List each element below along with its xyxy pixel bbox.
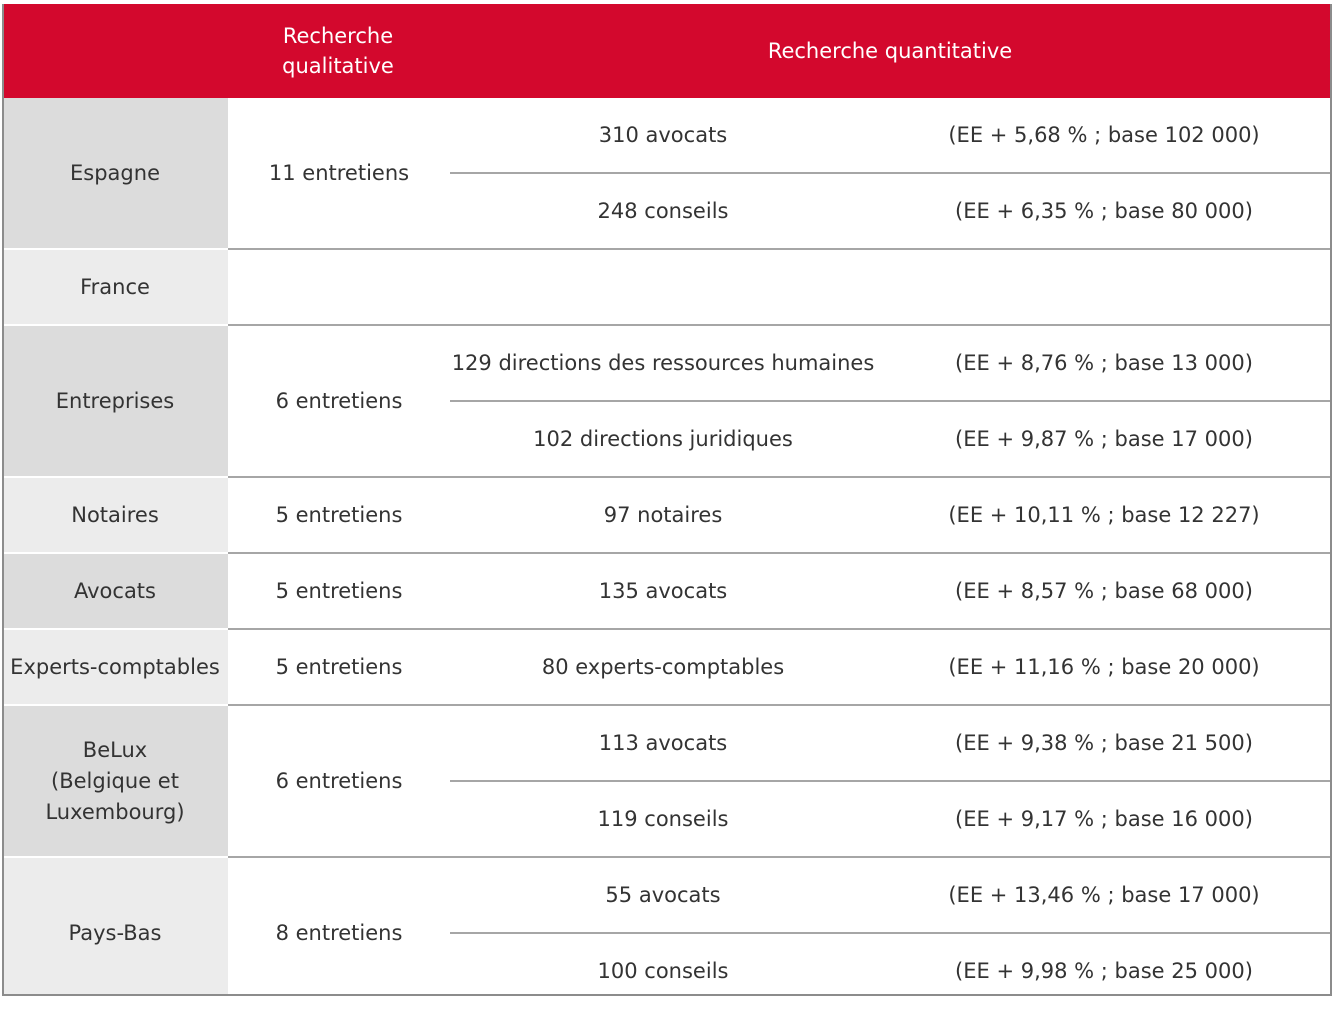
quantitative-subrow xyxy=(450,98,1332,172)
respondents-cell: 80 experts-comptables xyxy=(541,655,785,679)
qualitative-cell: 5 entretiens xyxy=(275,579,403,603)
respondents-cell: 97 notaires xyxy=(603,503,723,527)
error-margin-cell: (EE + 8,57 % ; base 68 000) xyxy=(955,579,1253,603)
country-cell: Experts-comptables xyxy=(2,630,228,704)
country-cell: Entreprises xyxy=(2,326,228,476)
respondents-cell: 100 conseils xyxy=(597,959,729,983)
table-row xyxy=(2,98,1332,248)
table-row xyxy=(2,326,1332,476)
quantitative-subrow xyxy=(450,630,1332,704)
country-cell: Avocats xyxy=(2,554,228,628)
error-margin-cell: (EE + 9,17 % ; base 16 000) xyxy=(955,807,1253,831)
table-row xyxy=(2,478,1332,552)
error-margin-cell: (EE + 10,11 % ; base 12 227) xyxy=(948,503,1260,527)
respondents-cell: 129 directions des ressources humaines xyxy=(451,351,875,375)
qualitative-cell: 5 entretiens xyxy=(275,503,403,527)
research-table xyxy=(2,4,1332,996)
quantitative-subrow xyxy=(450,326,1332,400)
error-margin-cell: (EE + 13,46 % ; base 17 000) xyxy=(948,883,1260,907)
error-margin-cell: (EE + 6,35 % ; base 80 000) xyxy=(955,199,1253,223)
header-quantitative: Recherche quantitative xyxy=(767,39,1013,63)
error-margin-cell: (EE + 5,68 % ; base 102 000) xyxy=(948,123,1260,147)
table-row xyxy=(2,630,1332,704)
quantitative-subrow xyxy=(450,402,1332,476)
respondents-cell: 248 conseils xyxy=(597,199,729,223)
country-cell: Notaires xyxy=(2,478,228,552)
respondents-cell: 119 conseils xyxy=(597,807,729,831)
respondents-cell: 113 avocats xyxy=(598,731,728,755)
header-qualitative: Recherche qualitative xyxy=(282,24,394,78)
quantitative-subrow xyxy=(450,554,1332,628)
qualitative-cell: 11 entretiens xyxy=(268,161,410,185)
quantitative-subrow xyxy=(450,478,1332,552)
country-cell: Espagne xyxy=(2,98,228,248)
quantitative-subrow xyxy=(450,858,1332,932)
error-margin-cell: (EE + 11,16 % ; base 20 000) xyxy=(948,655,1260,679)
respondents-cell: 55 avocats xyxy=(605,883,721,907)
qualitative-cell: 5 entretiens xyxy=(275,655,403,679)
country-cell: Pays-Bas xyxy=(2,858,228,996)
table-row xyxy=(2,554,1332,628)
qualitative-cell xyxy=(228,250,450,324)
respondents-cell: 102 directions juridiques xyxy=(533,427,793,451)
error-margin-cell: (EE + 9,98 % ; base 25 000) xyxy=(955,959,1253,983)
quantitative-subrow xyxy=(450,934,1332,996)
qualitative-cell: 6 entretiens xyxy=(275,769,403,793)
qualitative-cell: 8 entretiens xyxy=(275,921,403,945)
country-cell: France xyxy=(2,250,228,324)
table-header xyxy=(2,4,1332,98)
respondents-cell: 135 avocats xyxy=(598,579,728,603)
country-cell: BeLux (Belgique et Luxembourg) xyxy=(2,706,228,856)
error-margin-cell: (EE + 9,38 % ; base 21 500) xyxy=(955,731,1253,755)
quantitative-subrow xyxy=(450,706,1332,780)
qualitative-cell: 6 entretiens xyxy=(275,389,403,413)
error-margin-cell: (EE + 8,76 % ; base 13 000) xyxy=(955,351,1253,375)
table-row xyxy=(2,250,1332,324)
quantitative-subrow xyxy=(450,782,1332,856)
table-row xyxy=(2,706,1332,856)
respondents-cell: 310 avocats xyxy=(598,123,728,147)
error-margin-cell: (EE + 9,87 % ; base 17 000) xyxy=(955,427,1253,451)
quantitative-subrow xyxy=(450,174,1332,248)
table-row xyxy=(2,858,1332,996)
